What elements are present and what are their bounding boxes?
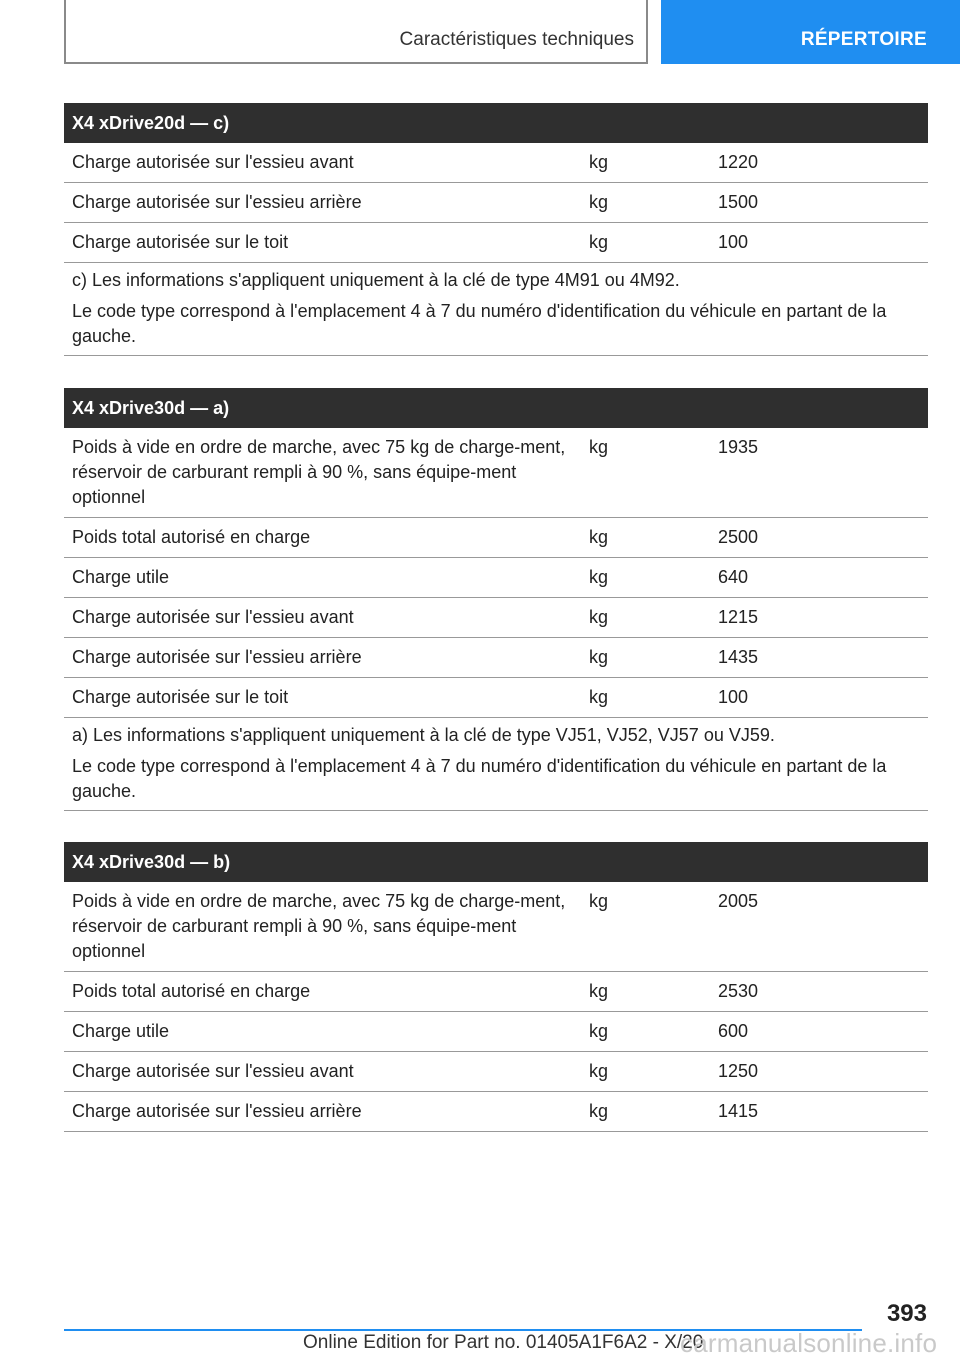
page-number: 393 [886,1300,927,1327]
row-unit: kg [589,192,609,212]
table-row [64,558,928,598]
row-unit: kg [589,567,609,587]
table-row [64,1012,928,1052]
row-label: Charge utile [72,567,170,587]
section-header [64,0,648,64]
table-row [64,882,928,972]
row-label: Poids à vide en ordre de marche, avec 75 kg de charge-ment, réservoir de carburant rempli à 90 %, sans équipe-ment optionnel [72,891,566,961]
row-unit: kg [589,527,609,547]
row-label: Poids à vide en ordre de marche, avec 75 kg de charge-ment, réservoir de carburant rempli à 90 %, sans équipe-ment optionnel [72,437,566,507]
table-row [64,1092,928,1132]
row-unit: kg [589,437,609,457]
row-value: 640 [718,567,749,587]
table-title: X4 xDrive20d — c) [64,103,928,143]
row-unit: kg [589,232,609,252]
table-row [64,638,928,678]
table-row [64,518,928,558]
row-label: Charge autorisée sur l'essieu avant [72,607,354,627]
table-row [64,223,928,263]
row-value: 1250 [718,1061,759,1081]
edition-text: Online Edition for Part no. 01405A1F6A2 - X/20 [303,1332,704,1353]
row-unit: kg [589,152,609,172]
row-value: 1415 [718,1101,759,1121]
row-unit: kg [589,1061,609,1081]
row-label: Charge autorisée sur l'essieu arrière [72,647,362,667]
row-label: Charge autorisée sur l'essieu arrière [72,1101,362,1121]
row-value: 1500 [718,192,759,212]
row-value: 2530 [718,981,759,1001]
spec-table-xdrive30d-b [64,842,928,1132]
watermark-text: carmanualsonline.info [680,1328,938,1358]
row-label: Charge utile [72,1021,170,1041]
footnote: a) Les informations s'appliquent uniquement à la clé de type VJ51, VJ52, VJ57 ou VJ59. [72,725,775,745]
footnote: Le code type correspond à l'emplacement 4 à 7 du numéro d'identification du véhicule en partant de la gauche. [72,756,887,801]
table-row [64,972,928,1012]
index-tab-label: RÉPERTOIRE [800,29,927,50]
row-value: 2005 [718,891,759,911]
index-tab[interactable] [661,0,960,64]
table-row [64,678,928,718]
row-label: Charge autorisée sur le toit [72,232,289,252]
row-value: 1435 [718,647,759,667]
footnote: Le code type correspond à l'emplacement 4 à 7 du numéro d'identification du véhicule en partant de la gauche. [72,301,887,346]
row-unit: kg [589,607,609,627]
row-value: 2500 [718,527,759,547]
row-unit: kg [589,981,609,1001]
row-unit: kg [589,891,609,911]
row-label: Charge autorisée sur l'essieu avant [72,1061,354,1081]
row-unit: kg [589,1101,609,1121]
table-row [64,428,928,518]
table-title: X4 xDrive30d — b) [64,842,928,882]
table-row [64,598,928,638]
spec-table-xdrive20d-c [64,103,928,356]
row-value: 100 [718,687,749,707]
table-notes [64,263,928,356]
table-row [64,1052,928,1092]
spec-table-xdrive30d-a [64,388,928,811]
row-label: Poids total autorisé en charge [72,981,311,1001]
row-value: 1220 [718,152,759,172]
row-unit: kg [589,647,609,667]
table-row [64,183,928,223]
table-notes [64,718,928,811]
row-unit: kg [589,687,609,707]
row-value: 1935 [718,437,759,457]
row-unit: kg [589,1021,609,1041]
footnote: c) Les informations s'appliquent uniquement à la clé de type 4M91 ou 4M92. [72,270,680,290]
table-row [64,143,928,183]
row-label: Charge autorisée sur l'essieu avant [72,152,354,172]
table-title: X4 xDrive30d — a) [64,388,928,428]
section-title: Caractéristiques techniques [399,29,634,50]
row-value: 100 [718,232,749,252]
row-label: Charge autorisée sur le toit [72,687,289,707]
row-label: Poids total autorisé en charge [72,527,311,547]
row-value: 1215 [718,607,759,627]
row-value: 600 [718,1021,749,1041]
row-label: Charge autorisée sur l'essieu arrière [72,192,362,212]
